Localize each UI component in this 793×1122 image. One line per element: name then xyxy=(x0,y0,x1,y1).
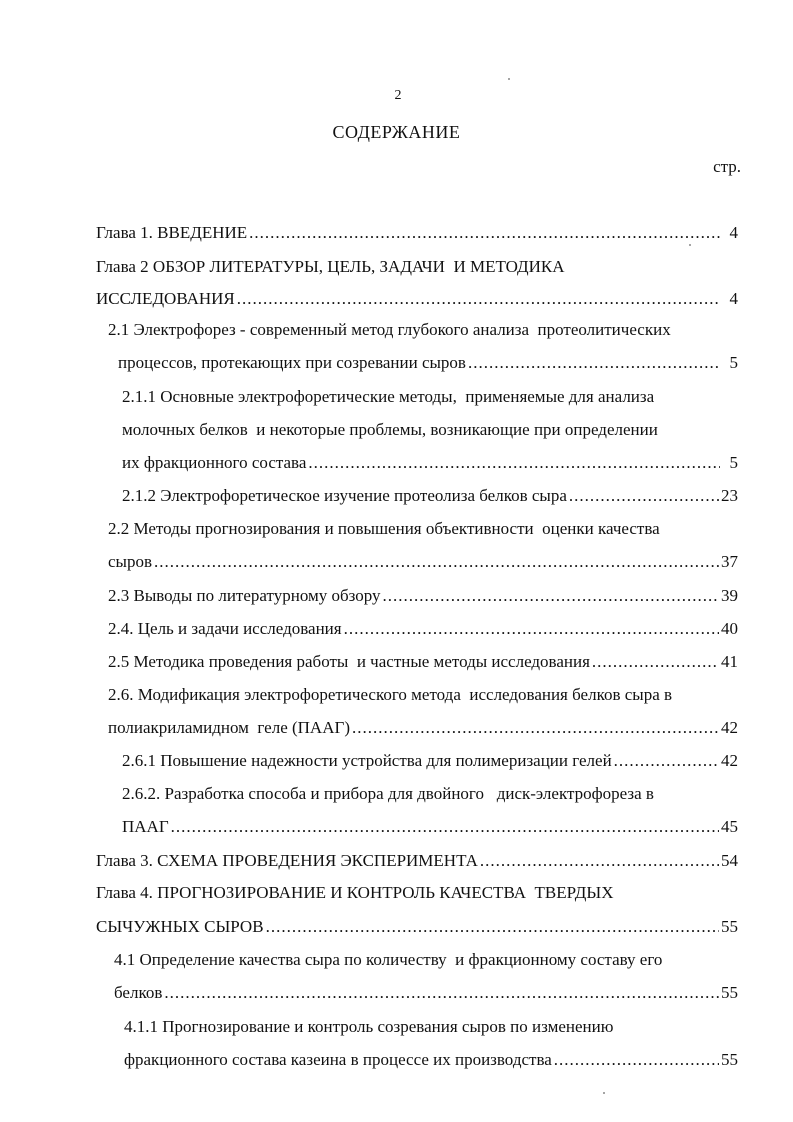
toc-entry-text: 2.1.2 Электрофоретическое изучение протеолиза белков сыра xyxy=(122,486,567,505)
page-title: СОДЕРЖАНИЕ xyxy=(332,122,461,142)
toc-entry[interactable] xyxy=(108,649,738,675)
dot-leader xyxy=(468,350,720,376)
toc-entry[interactable] xyxy=(96,848,738,874)
dot-leader xyxy=(614,748,719,774)
toc-entry[interactable] xyxy=(108,549,738,575)
toc-entry[interactable] xyxy=(108,583,738,609)
dot-leader xyxy=(569,483,719,509)
toc-entry-page: 4 xyxy=(729,289,738,308)
toc-entry[interactable] xyxy=(114,947,662,973)
toc-entry-page: 55 xyxy=(721,917,738,936)
dot-leader xyxy=(171,814,719,840)
scan-speck xyxy=(508,78,510,80)
toc-entry[interactable] xyxy=(96,254,565,280)
scan-speck xyxy=(603,1092,605,1094)
toc-entry[interactable] xyxy=(108,715,738,741)
dot-leader xyxy=(554,1047,719,1073)
toc-entry[interactable] xyxy=(108,317,671,343)
dot-leader xyxy=(164,980,719,1006)
dot-leader xyxy=(154,549,719,575)
dot-leader xyxy=(237,286,720,312)
toc-entry-text: 2.5 Методика проведения работы и частные методы исследования xyxy=(108,652,590,671)
toc-entry[interactable] xyxy=(96,880,613,906)
toc-entry-page: 42 xyxy=(721,718,738,737)
toc-entry[interactable] xyxy=(108,516,660,542)
dot-leader xyxy=(383,583,719,609)
toc-entry-text: Глава 3. СХЕМА ПРОВЕДЕНИЯ ЭКСПЕРИМЕНТА xyxy=(96,851,478,870)
toc-entry-text: 2.6. Модификация электрофоретического метода исследования белков сыра в xyxy=(108,685,673,704)
toc-entry-text: Глава 1. ВВЕДЕНИЕ xyxy=(96,223,248,242)
toc-entry-page: 45 xyxy=(721,817,738,836)
dot-leader xyxy=(344,616,719,642)
toc-entry[interactable] xyxy=(124,1047,738,1073)
toc-entry-text: 2.3 Выводы по литературному обзору xyxy=(108,586,381,605)
dot-leader xyxy=(352,715,719,741)
toc-entry-page: 23 xyxy=(721,486,738,505)
toc-entry[interactable] xyxy=(122,483,738,509)
toc-entry-page: 5 xyxy=(729,453,738,472)
toc-entry-page: 41 xyxy=(721,652,738,671)
toc-entry-page: 55 xyxy=(721,983,738,1002)
toc-entry-page: 42 xyxy=(721,751,738,770)
toc-entry[interactable] xyxy=(96,914,738,940)
toc-entry-text: 4.1.1 Прогнозирование и контроль созревания сыров по изменению xyxy=(124,1017,614,1036)
toc-entry-page: 39 xyxy=(721,586,738,605)
dot-leader xyxy=(592,649,719,675)
toc-entry[interactable] xyxy=(108,616,738,642)
toc-entry-text: 2.2 Методы прогнозирования и повышения объективности оценки качества xyxy=(108,519,660,538)
toc-entry-text: 2.1.1 Основные электрофоретические методы, применяемые для анализа xyxy=(122,387,655,406)
toc-entry-text: их фракционного состава xyxy=(122,453,307,472)
toc-entry-text: 2.4. Цель и задачи исследования xyxy=(108,619,342,638)
dot-leader xyxy=(249,220,720,246)
toc-entry[interactable] xyxy=(118,350,738,376)
toc-entry-text: 4.1 Определение качества сыра по количеству и фракционному составу его xyxy=(114,950,663,969)
toc-entry-text: сыров xyxy=(108,552,152,571)
toc-entry-text: полиакриламидном геле (ПААГ) xyxy=(108,718,350,737)
dot-leader xyxy=(308,450,720,476)
toc-entry-page: 55 xyxy=(721,1050,738,1069)
toc-entry[interactable] xyxy=(124,1014,613,1040)
toc-entry[interactable] xyxy=(122,450,738,476)
toc-entry-text: 2.6.1 Повышение надежности устройства для полимеризации гелей xyxy=(122,751,612,770)
toc-entry-text: молочных белков и некоторые проблемы, возникающие при определении xyxy=(122,420,658,439)
toc-entry[interactable] xyxy=(122,417,658,443)
toc-entry-text: Глава 2 ОБЗОР ЛИТЕРАТУРЫ, ЦЕЛЬ, ЗАДАЧИ И МЕТОДИКА xyxy=(96,257,565,276)
toc-entry-page: 40 xyxy=(721,619,738,638)
toc-entry[interactable] xyxy=(122,781,654,807)
toc-entry-text: ПААГ xyxy=(122,817,169,836)
toc-entry[interactable] xyxy=(122,814,738,840)
toc-entry-page: 54 xyxy=(721,851,738,870)
toc-entry[interactable] xyxy=(122,748,738,774)
toc-entry[interactable] xyxy=(96,286,738,312)
toc-entry[interactable] xyxy=(96,220,738,246)
toc-entry[interactable] xyxy=(114,980,738,1006)
toc-entry-text: ИССЛЕДОВАНИЯ xyxy=(96,289,235,308)
toc-entry[interactable] xyxy=(122,384,654,410)
toc-entry[interactable] xyxy=(108,682,672,708)
page-number: 2 xyxy=(394,88,402,103)
dot-leader xyxy=(480,848,719,874)
toc-entry-text: белков xyxy=(114,983,163,1002)
toc-entry-page: 37 xyxy=(721,552,738,571)
toc-entry-text: 2.1 Электрофорез - современный метод глубокого анализа протеолитических xyxy=(108,320,671,339)
toc-entry-text: процессов, протекающих при созревании сыров xyxy=(118,353,466,372)
page-column-label: стр. xyxy=(713,157,741,176)
scan-speck xyxy=(689,244,691,246)
toc-entry-text: 2.6.2. Разработка способа и прибора для двойного диск-электрофореза в xyxy=(122,784,654,803)
dot-leader xyxy=(266,914,719,940)
toc-entry-text: СЫЧУЖНЫХ СЫРОВ xyxy=(96,917,264,936)
toc-entry-text: Глава 4. ПРОГНОЗИРОВАНИЕ И КОНТРОЛЬ КАЧЕСТВА ТВЕРДЫХ xyxy=(96,883,614,902)
toc-entry-page: 4 xyxy=(729,223,738,242)
toc-entry-page: 5 xyxy=(729,353,738,372)
toc-entry-text: фракционного состава казеина в процессе их производства xyxy=(124,1050,552,1069)
